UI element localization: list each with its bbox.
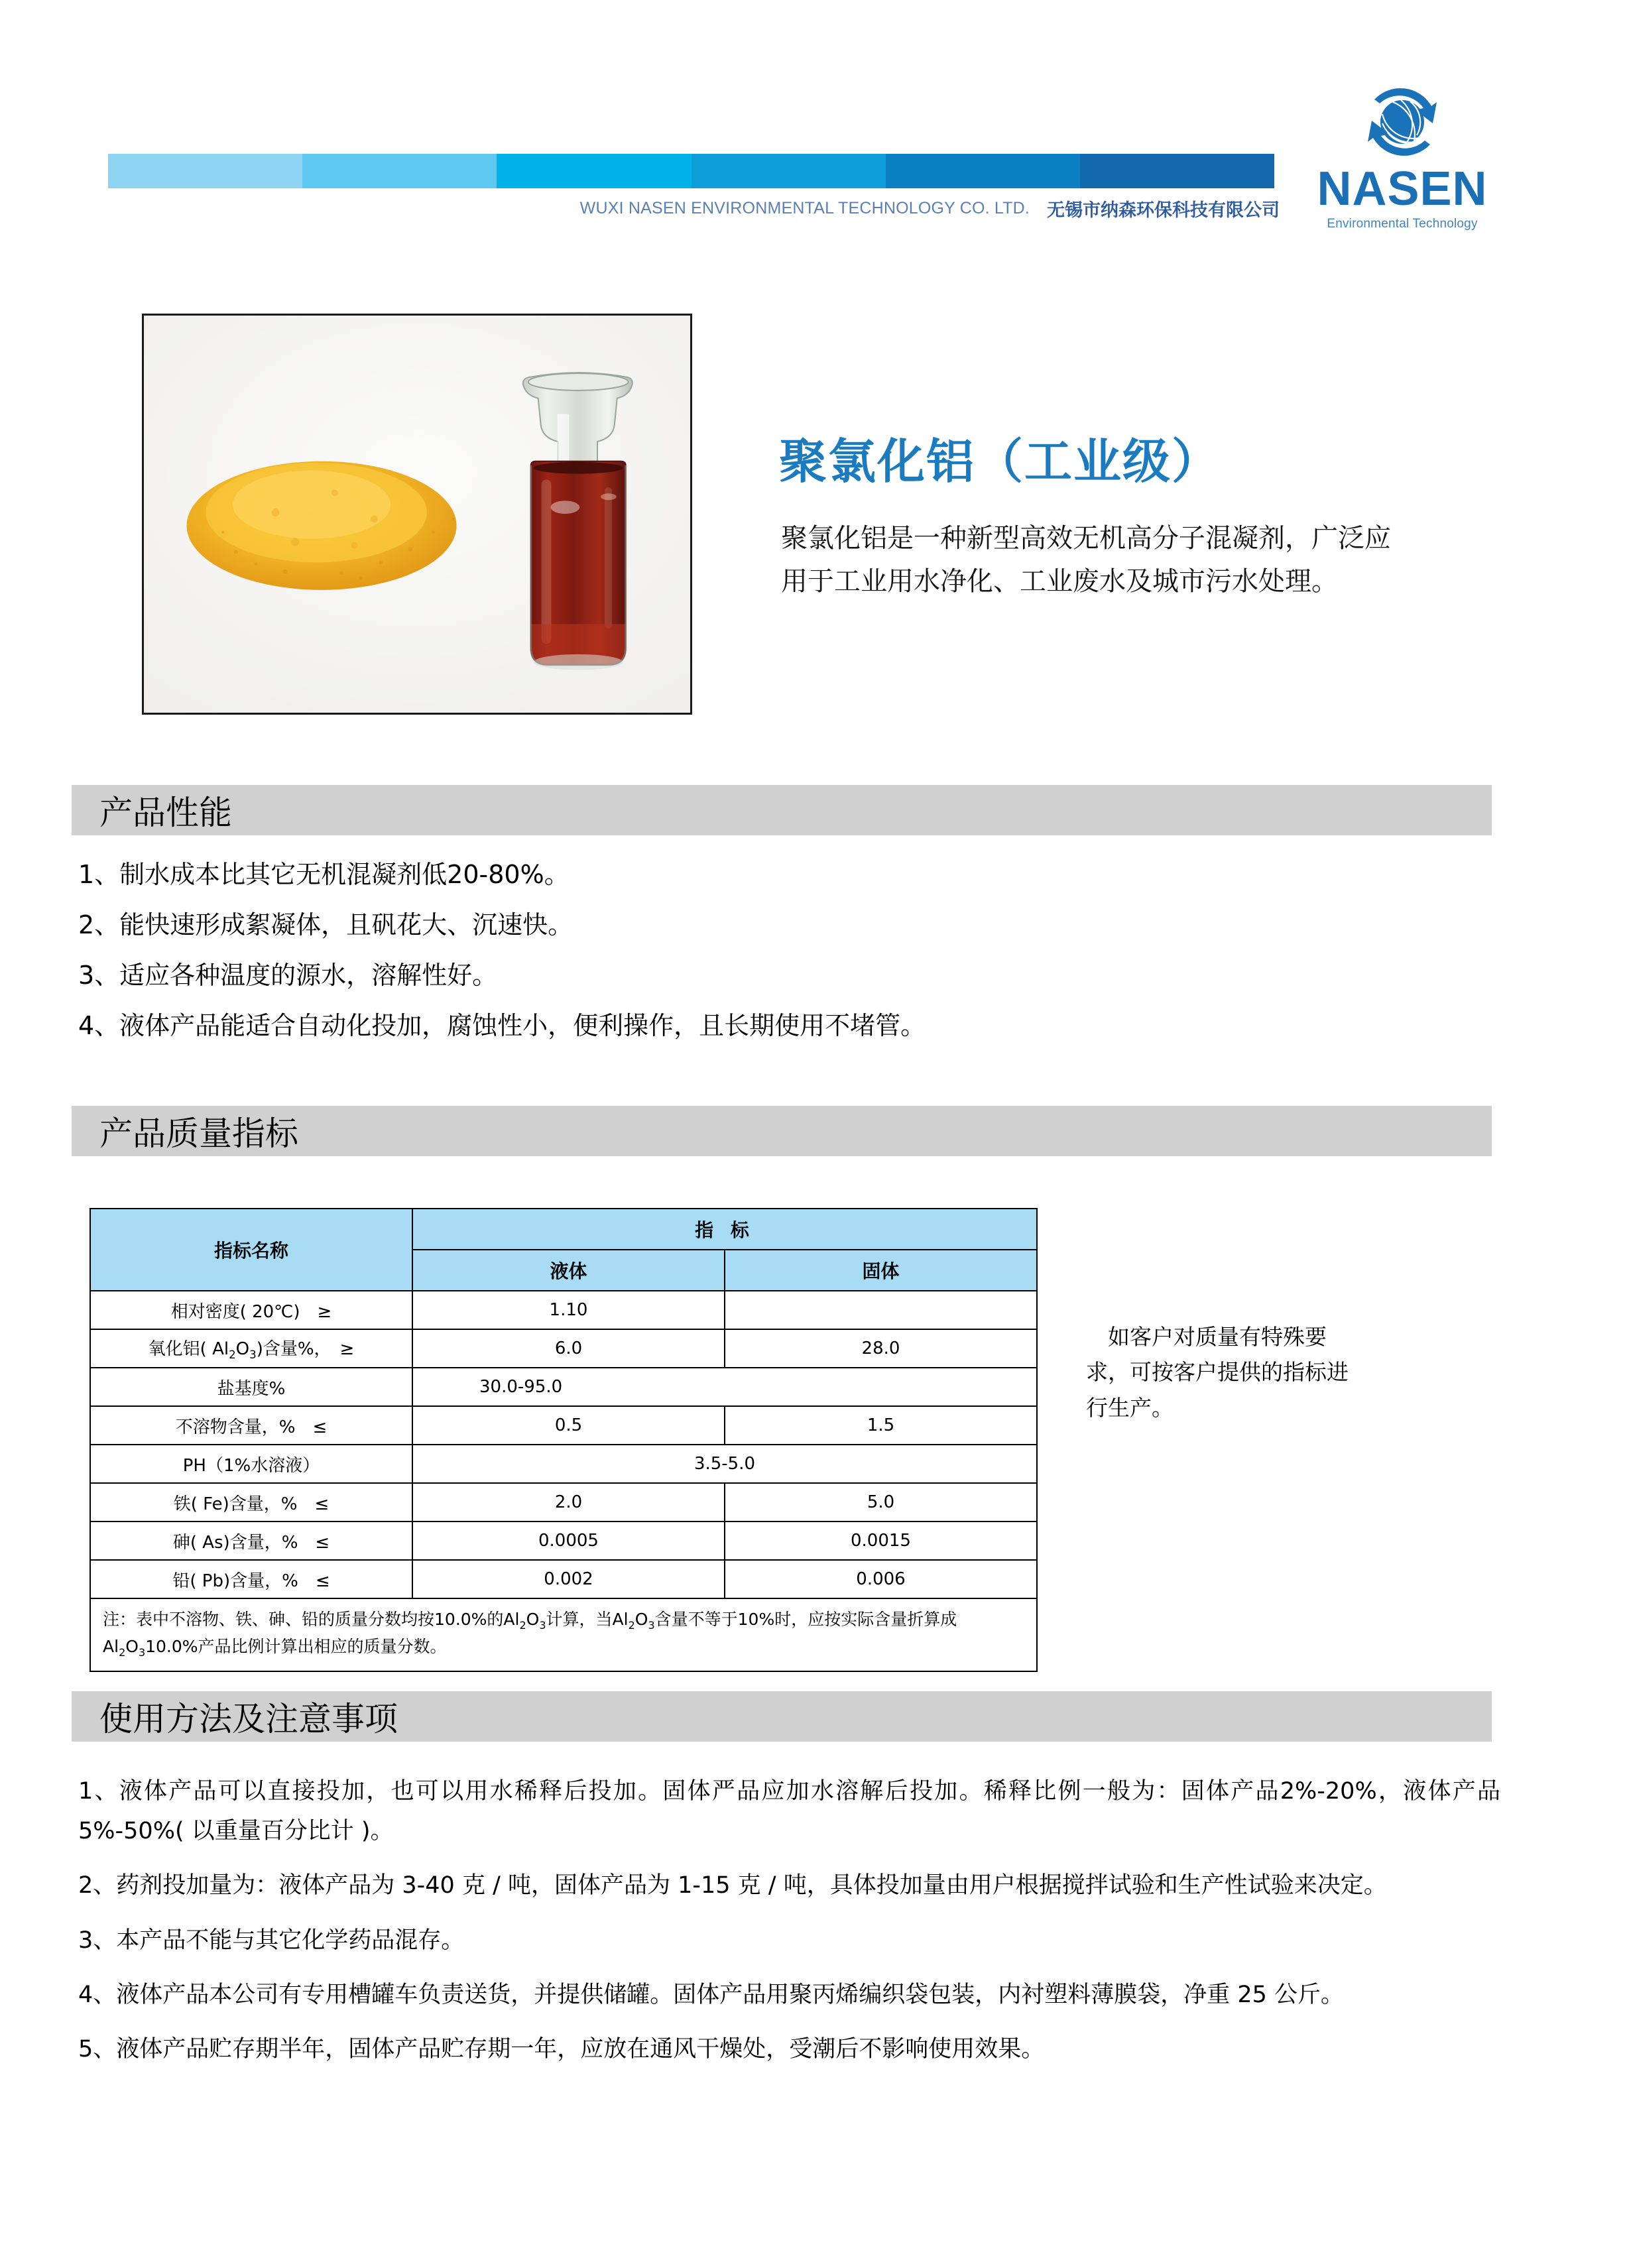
product-photo-illustration [144, 316, 690, 713]
company-name-chinese: 无锡市纳森环保科技有限公司 [1047, 200, 1280, 221]
gradient-segment-6 [1080, 154, 1274, 188]
product-photo [142, 314, 692, 715]
table-row [90, 1329, 1037, 1368]
header-gradient-bar [108, 154, 1274, 188]
logo-tagline: Environmental Technology [1327, 216, 1478, 231]
gradient-segment-3 [497, 154, 691, 188]
performance-item: 2、能快速形成絮凝体，且矾花大、沉速快。 [78, 910, 573, 939]
cell-indicator-name: PH（1%水溶液） [90, 1445, 412, 1483]
table-body [90, 1291, 1037, 1671]
table-row [90, 1291, 1037, 1329]
usage-item: 3、本产品不能与其它化学药品混存。 [78, 1927, 465, 1954]
performance-item: 4、液体产品能适合自动化投加，腐蚀性小，便利操作，且长期使用不堵管。 [78, 1011, 926, 1040]
quality-side-note: 如客户对质量有特殊要求，可按客户提供的指标进行生产。 [1086, 1324, 1349, 1421]
gradient-segment-2 [302, 154, 497, 188]
nasen-logo [1299, 80, 1505, 245]
cell-value-solid [725, 1291, 1037, 1329]
table-row [90, 1368, 1037, 1406]
cell-indicator-name: 盐基度% [90, 1368, 412, 1406]
section-header-usage [72, 1691, 1492, 1742]
cell-value-liquid: 0.5 [412, 1406, 725, 1445]
company-name-english: WUXI NASEN ENVIRONMENTAL TECHNOLOGY CO. LTD. [579, 198, 1030, 217]
cell-value-liquid: 2.0 [412, 1483, 725, 1522]
table-row [90, 1560, 1037, 1598]
table-footnote-row [90, 1598, 1037, 1671]
table-row [90, 1483, 1037, 1522]
page-header [0, 0, 1627, 265]
section-header-performance [72, 785, 1492, 835]
section-title-usage: 使用方法及注意事项 [99, 1700, 398, 1738]
header-liquid: 液体 [412, 1250, 725, 1291]
cell-indicator-name: 铁( Fe)含量，% ≤ [90, 1483, 412, 1522]
globe-recycle-logo-icon [1299, 80, 1505, 164]
cell-indicator-name: 铅( Pb)含量，% ≤ [90, 1560, 412, 1598]
cell-indicator-name: 砷( As)含量，% ≤ [90, 1522, 412, 1560]
cell-indicator-name: 氧化铝( $Al_2O_3$)含量%， ≥ [90, 1329, 412, 1368]
cell-value-solid: 0.006 [725, 1560, 1037, 1598]
section-title-performance: 产品性能 [99, 794, 232, 832]
header-indicator: 指 标 [412, 1209, 1037, 1250]
cell-value-liquid: 6.0 [412, 1329, 725, 1368]
section-title-quality: 产品质量指标 [99, 1114, 298, 1153]
usage-list [78, 1771, 1500, 2084]
cell-value-solid: 5.0 [725, 1483, 1037, 1522]
page-title: 聚氯化铝（工业级） [779, 434, 1221, 490]
usage-item: 1、液体产品可以直接投加，也可以用水稀释后投加。固体严品应加水溶解后投加。稀释比例一般为：固体产品2%-20%，液体产品 5%-50%( 以重量百分比计 )。 [78, 1778, 1500, 1845]
performance-list [78, 862, 1497, 1063]
quality-indicator-table [90, 1208, 1038, 1672]
cell-value-merged: 3.5-5.0 [412, 1445, 1037, 1483]
logo-wordmark: NASEN [1317, 162, 1488, 215]
table-row [90, 1406, 1037, 1445]
gradient-segment-1 [108, 154, 302, 188]
cell-value-merged: 30.0-95.0 [412, 1368, 1037, 1406]
performance-item: 1、制水成本比其它无机混凝剂低20-80%。 [78, 860, 570, 889]
header-indicator-name: 指标名称 [90, 1209, 412, 1291]
cell-indicator-name: 不溶物含量，% ≤ [90, 1406, 412, 1445]
table-row [90, 1445, 1037, 1483]
table-head [90, 1209, 1037, 1291]
header-solid: 固体 [725, 1250, 1037, 1291]
usage-item: 4、液体产品本公司有专用槽罐车负责送货，并提供储罐。固体产品用聚丙烯编织袋包装，内衬塑料薄膜袋，净重 25 公斤。 [78, 1981, 1345, 2008]
cell-value-liquid: 0.0005 [412, 1522, 725, 1560]
usage-item: 5、液体产品贮存期半年，固体产品贮存期一年，应放在通风干燥处，受潮后不影响使用效果。 [78, 2035, 1045, 2062]
cell-value-liquid: 1.10 [412, 1291, 725, 1329]
table-header-row-1 [90, 1209, 1037, 1250]
performance-item: 3、适应各种温度的源水，溶解性好。 [78, 961, 498, 990]
section-header-quality [72, 1106, 1492, 1156]
cell-value-solid: 0.0015 [725, 1522, 1037, 1560]
table-row [90, 1522, 1037, 1560]
cell-indicator-name: 相对密度( 20℃) ≥ [90, 1291, 412, 1329]
company-name-line [544, 194, 1280, 222]
table-footnote: 注：表中不溶物、铁、砷、铅的质量分数均按10.0%的$Al_2O_3$计算，当$Al_2O_3$含量不等于10%时，应按实际含量折算成$Al_2O_310.0\%$产品比例计算出相应的质量分数。 [90, 1598, 1037, 1671]
product-description: 聚氯化铝是一种新型高效无机高分子混凝剂，广泛应用于工业用水净化、工业废水及城市污水处理。 [781, 523, 1391, 597]
cell-value-liquid: 0.002 [412, 1560, 725, 1598]
gradient-segment-5 [886, 154, 1080, 188]
usage-item: 2、药剂投加量为：液体产品为 3-40 克 / 吨，固体产品为 1-15 克 / 吨，具体投加量由用户根据搅拌试验和生产性试验来决定。 [78, 1872, 1387, 1899]
cell-value-solid: 1.5 [725, 1406, 1037, 1445]
gradient-segment-4 [692, 154, 886, 188]
cell-value-solid: 28.0 [725, 1329, 1037, 1368]
